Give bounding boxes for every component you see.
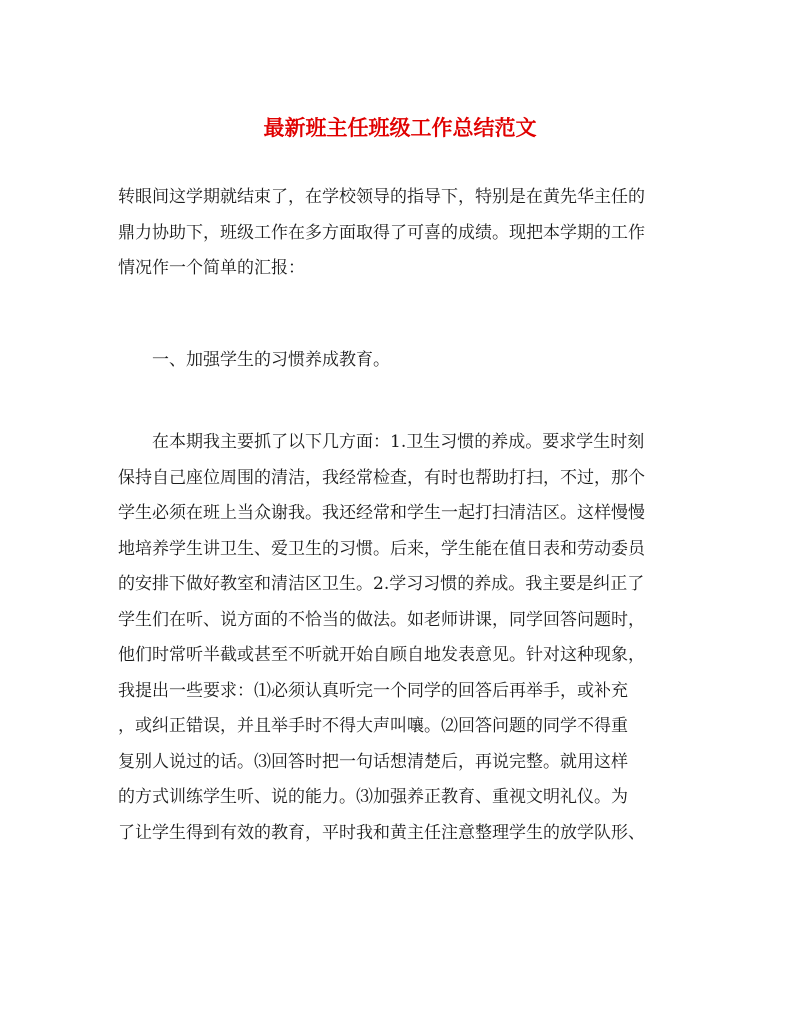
- paragraph-line: ，或纠正错误，并且举手时不得大声叫嚷。⑵回答问题的同学不得重: [118, 716, 628, 736]
- paragraph-line: 复别人说过的话。⑶回答时把一句话想清楚后，再说完整。就用这样: [118, 751, 628, 772]
- paragraph-line: 的安排下做好教室和清洁区卫生。2.学习习惯的养成。我主要是纠正了: [118, 574, 645, 594]
- document-title: 最新班主任班级工作总结范文: [263, 115, 537, 140]
- habits-paragraph: [118, 425, 688, 851]
- paragraph-line: 保持自己座位周围的清洁，我经常检查，有时也帮助打扫，不过，那个: [118, 467, 645, 488]
- paragraph-line: 转眼间这学期就结束了，在学校领导的指导下，特别是在黄先华主任的: [118, 187, 645, 207]
- paragraph-line: 学生们在听、说方面的不恰当的做法。如老师讲课，同学回答问题时，: [118, 609, 645, 630]
- paragraph-line: 地培养学生讲卫生、爱卫生的习惯。后来，学生能在值日表和劳动委员: [118, 538, 645, 559]
- paragraph-line: 在本期我主要抓了以下几方面：1.卫生习惯的养成。要求学生时刻: [118, 432, 645, 452]
- paragraph-line: 学生必须在班上当众谢我。我还经常和学生一起打扫清洁区。这样慢慢: [118, 503, 645, 523]
- section-heading: [118, 343, 688, 379]
- paragraph-line: 的方式训练学生听、说的能力。⑶加强养正教育、重视文明礼仪。为: [118, 787, 628, 807]
- paragraph-line: 了让学生得到有效的教育，平时我和黄主任注意整理学生的放学队形、: [118, 822, 645, 843]
- paragraph-line: 我提出一些要求：⑴必须认真听完一个同学的回答后再举手，或补充: [118, 680, 628, 701]
- intro-paragraph: [118, 180, 688, 287]
- paragraph-line: 他们时常听半截或甚至不听就开始自顾自地发表意见。针对这种现象，: [118, 645, 645, 665]
- paragraph-line: 鼎力协助下，班级工作在多方面取得了可喜的成绩。现把本学期的工作: [118, 222, 645, 243]
- section-heading-text: 一、加强学生的习惯养成教育。: [118, 350, 390, 370]
- paragraph-line: 情况作一个简单的汇报：: [118, 258, 305, 278]
